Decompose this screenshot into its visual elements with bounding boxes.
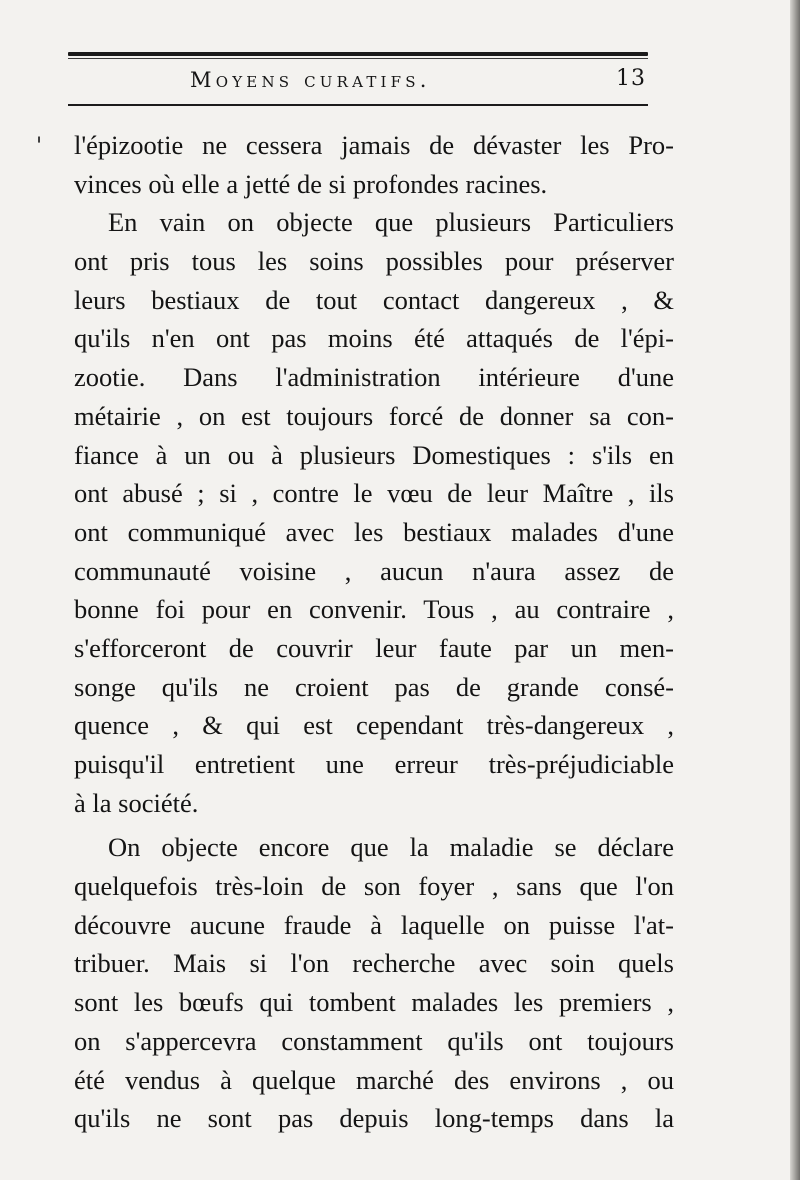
text-line: leurs bestiaux de tout contact dangereux , & — [74, 284, 674, 315]
text-line: s'efforceront de couvrir leur faute par un men- — [74, 632, 674, 663]
paragraph-1 — [74, 126, 674, 203]
text-line: ont abusé ; si , contre le vœu de leur Maître , ils — [74, 478, 674, 509]
text-line: à la société. — [74, 787, 199, 818]
text-line: découvre aucune fraude à laquelle on puisse l'at- — [74, 909, 674, 940]
text-line: l'épizootie ne cessera jamais de dévaster les Pro- — [74, 130, 674, 160]
text-line: songe qu'ils ne croient pas de grande consé- — [74, 671, 674, 702]
text-line: métairie , on est toujours forcé de donner sa con- — [74, 400, 674, 431]
text-line: On objecte encore que la maladie se déclare — [108, 832, 674, 863]
text-line: vinces où elle a jetté de si profondes racines. — [74, 168, 548, 199]
text-line: on s'appercevra constamment qu'ils ont toujours — [74, 1025, 674, 1056]
text-line: tribuer. Mais si l'on recherche avec soin quels — [74, 948, 674, 979]
text-line: qu'ils ne sont pas depuis long-temps dans la — [74, 1103, 674, 1134]
text-line: ont communiqué avec les bestiaux malades d'une — [74, 516, 674, 547]
text-line: quence , & qui est cependant très-dangereux , — [74, 710, 674, 741]
text-line: puisqu'il entretient une erreur très-préjudiciable — [74, 749, 674, 779]
header-top-rule-thin — [68, 58, 648, 59]
text-line: qu'ils n'en ont pas moins été attaqués de l'épi- — [74, 323, 674, 354]
page-edge-shadow — [790, 0, 800, 1180]
header-bottom-rule — [68, 104, 648, 106]
text-line: zootie. Dans l'administration intérieure d'une — [74, 362, 674, 393]
text-line: ont pris tous les soins possibles pour préserver — [74, 246, 674, 277]
paragraph-2 — [74, 203, 674, 822]
text-line: En vain on objecte que plusieurs Particuliers — [108, 207, 674, 238]
text-line: été vendus à quelque marché des environs , ou — [74, 1064, 674, 1095]
text-line: communauté voisine , aucun n'aura assez de — [74, 555, 674, 586]
text-line: sont les bœufs qui tombent malades les premiers , — [74, 987, 674, 1018]
paragraph-3 — [74, 828, 674, 1138]
header-top-rule — [68, 52, 648, 56]
text-line: bonne foi pour en convenir. Tous , au contraire , — [74, 594, 674, 625]
text-line: quelquefois très-loin de son foyer , sans que l'on — [74, 871, 674, 902]
page-number: 13 — [616, 66, 646, 91]
running-title: Moyens curatifs. — [190, 68, 431, 92]
margin-mark: ' — [36, 134, 43, 159]
text-line: fiance à un ou à plusieurs Domestiques : s'ils en — [74, 439, 674, 470]
body-text — [74, 126, 674, 1138]
running-header — [190, 68, 650, 98]
